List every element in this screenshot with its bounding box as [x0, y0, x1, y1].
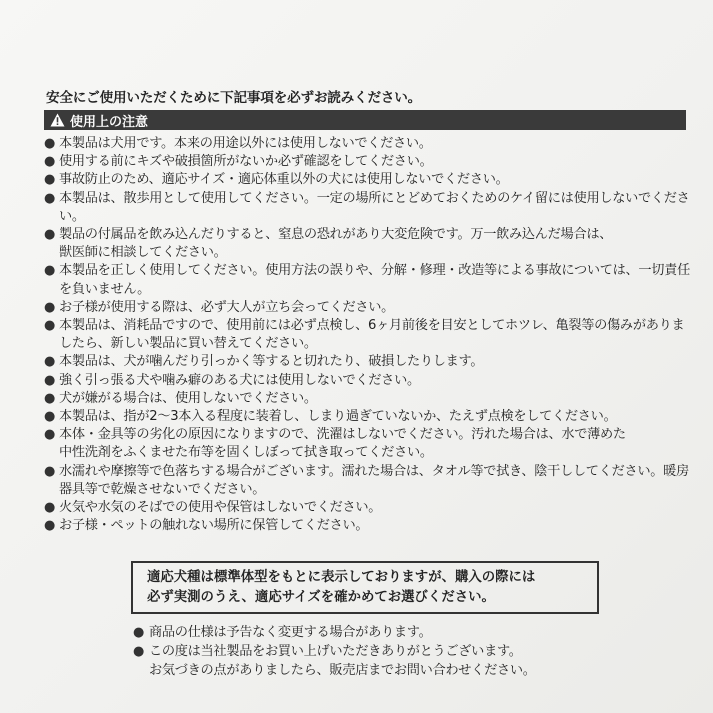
bullet: ● [44, 263, 56, 279]
note-text: 本製品は、指が2〜3本入る程度に装着し、しまり過ぎていないか、たえず点検をしてください。 [59, 409, 617, 425]
list-item [44, 463, 694, 499]
bullet: ● [44, 136, 56, 151]
intro-text: 安全にご使用いただくために下記事項を必ずお読みください。 [46, 90, 422, 106]
note-text: 本体・金具等の劣化の原因になりますので、洗濯はしないでください。汚れた場合は、水で薄めた 中性洗剤をふくませた布等を固くしぼって拭き取ってください。 [59, 427, 626, 461]
list-item [44, 372, 694, 390]
note-text: 本製品を正しく使用してください。使用方法の誤りや、分解・修理・改造等による事故については、一切責任を負いません。 [59, 263, 690, 297]
list-item [44, 262, 694, 298]
bullet: ● [44, 463, 56, 479]
list-item [44, 317, 694, 353]
bullet: ● [44, 354, 56, 370]
size-notice-box [131, 561, 599, 614]
note-text: 使用する前にキズや破損箇所がないか必ず確認をしてください。 [59, 154, 433, 170]
bullet: ● [44, 172, 56, 188]
note-text: 本製品は、犬が噛んだり引っかく等すると切れたり、破損したりします。 [59, 354, 484, 370]
list-item [44, 135, 694, 153]
size-notice-text: 適応犬種は標準体型をもとに表示しておりますが、購入の際には 必ず実測のうえ、適応サイズを確かめてお選びください。 [147, 569, 536, 605]
list-item [133, 642, 693, 680]
bullet: ● [44, 427, 56, 443]
list-item [44, 353, 694, 371]
bullet: ● [133, 625, 145, 640]
note-text: 水濡れや摩擦等で色落ちする場合がございます。濡れた場合は、タオル等で拭き、陰干ししてください。暖房器具等で乾燥させないでください。 [59, 463, 689, 497]
note-text: 製品の付属品を飲み込んだりすると、窒息の恐れがあり大変危険です。万一飲み込んだ場合は、 獣医師に相談してください。 [59, 227, 613, 261]
list-item [44, 517, 694, 535]
list-item [44, 390, 694, 408]
bullet: ● [44, 190, 56, 206]
note-text: 犬が嫌がる場合は、使用しないでください。 [59, 390, 317, 406]
bullet: ● [44, 318, 56, 334]
bullet: ● [44, 518, 56, 534]
note-text: 火気や水気のそばでの使用や保管はしないでください。 [59, 500, 382, 516]
note-text: お子様が使用する際は、必ず大人が立ち会ってください。 [59, 299, 395, 315]
bullet: ● [44, 227, 56, 243]
caution-header-title: 使用上の注意 [70, 114, 149, 130]
note-text: お子様・ペットの触れない場所に保管してください。 [59, 518, 369, 534]
note-text: この度は当社製品をお買い上げいただきありがとうございます。 お気づきの点がありましたら、販売店までお問い合わせください。 [149, 644, 536, 678]
bullet: ● [44, 500, 56, 516]
bullet: ● [44, 390, 56, 406]
note-text: 本製品は、散歩用として使用してください。一定の場所にとどめておくためのケイ留には使用しないでください。 [59, 190, 690, 224]
list-item [133, 623, 693, 642]
caution-list [44, 135, 694, 535]
warning-triangle-icon [50, 113, 65, 127]
note-text: 商品の仕様は予告なく変更する場合があります。 [149, 625, 432, 640]
list-item [44, 426, 694, 462]
note-text: 強く引っ張る犬や噛み癖のある犬には使用しないでください。 [59, 372, 420, 388]
bullet: ● [44, 154, 56, 170]
bullet: ● [44, 372, 56, 388]
note-text: 事故防止のため、適応サイズ・適応体重以外の犬には使用しないでください。 [59, 172, 509, 188]
list-item [44, 171, 694, 189]
list-item [44, 408, 694, 426]
list-item [44, 190, 694, 226]
list-item [44, 226, 694, 262]
list-item [44, 499, 694, 517]
list-item [44, 153, 694, 171]
bullet: ● [133, 644, 145, 659]
bottom-notes [133, 623, 693, 680]
bullet: ● [44, 409, 56, 425]
caution-header [44, 110, 686, 130]
note-text: 本製品は、消耗品ですので、使用前には必ず点検し、6ヶ月前後を目安としてホツレ、亀裂等の傷みがありましたら、新しい製品に買い替えてください。 [59, 318, 685, 352]
bullet: ● [44, 299, 56, 315]
list-item [44, 299, 694, 317]
note-text: 本製品は犬用です。本来の用途以外には使用しないでください。 [59, 136, 432, 151]
